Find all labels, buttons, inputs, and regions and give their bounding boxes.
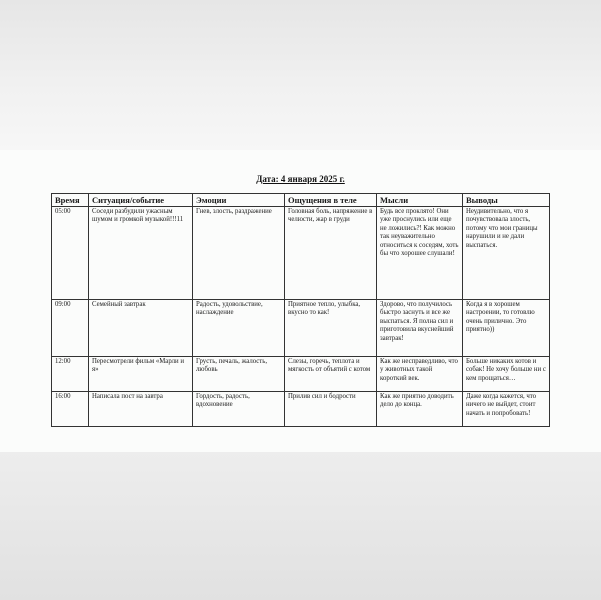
- background-bottom: [0, 452, 601, 600]
- cell-conclusions: Больше никаких котов и собак! Не хочу больше ни с кем прощаться…: [463, 357, 550, 392]
- cell-thoughts: Здорово, что получилось быстро заснуть и все же выспаться. Я полна сил и приготовила вкуснейший завтрак!: [377, 300, 463, 357]
- cell-time: 12:00: [52, 357, 89, 392]
- cell-emotions: Грусть, печаль, жалость, любовь: [193, 357, 285, 392]
- header-conclusions: Выводы: [463, 194, 550, 207]
- cell-situation: Пересмотрели фильм «Марли и я»: [89, 357, 193, 392]
- header-situation: Ситуация/событие: [89, 194, 193, 207]
- table-row: [52, 207, 550, 300]
- cell-time: 09:00: [52, 300, 89, 357]
- cell-body-sensations: Головная боль, напряжение в челюсти, жар в груди: [285, 207, 377, 300]
- table-row: [52, 300, 550, 357]
- cell-conclusions: Неудивительно, что я почувствовала злость, потому что мои границы нарушили и не дали выспаться.: [463, 207, 550, 300]
- cell-thoughts: Как же приятно доводить дело до конца.: [377, 392, 463, 427]
- cell-situation: Семейный завтрак: [89, 300, 193, 357]
- cell-situation: Соседи разбудили ужасным шумом и громкой музыкой!!!11: [89, 207, 193, 300]
- cell-thoughts: Будь все проклято! Они уже проснулись или еще не ложились?! Как можно так неуважительно относиться к соседям, хоть бы что хорошее слушали!: [377, 207, 463, 300]
- cell-body-sensations: Прилив сил и бодрости: [285, 392, 377, 427]
- background-top: [0, 0, 601, 150]
- table-row: [52, 392, 550, 427]
- header-body-sensations: Ощущения в теле: [285, 194, 377, 207]
- cell-body-sensations: Слезы, горечь, теплота и мягкость от объятий с котом: [285, 357, 377, 392]
- table-header-row: [52, 194, 550, 207]
- cell-conclusions: Даже когда кажется, что ничего не выйдет, стоит начать и попробовать!: [463, 392, 550, 427]
- cell-conclusions: Когда я в хорошем настроении, то готовлю очень прилично. Это приятно)): [463, 300, 550, 357]
- cell-emotions: Гордость, радость, вдохновение: [193, 392, 285, 427]
- cell-time: 16:00: [52, 392, 89, 427]
- table-row: [52, 357, 550, 392]
- cell-body-sensations: Приятное тепло, улыбка, вкусно то как!: [285, 300, 377, 357]
- header-thoughts: Мысли: [377, 194, 463, 207]
- document-title: Дата: 4 января 2025 г.: [256, 174, 345, 184]
- emotion-diary-table: [51, 193, 550, 427]
- header-emotions: Эмоции: [193, 194, 285, 207]
- header-time: Время: [52, 194, 89, 207]
- cell-time: 05:00: [52, 207, 89, 300]
- cell-emotions: Радость, удовольствие, наслаждение: [193, 300, 285, 357]
- cell-emotions: Гнев, злость, раздражение: [193, 207, 285, 300]
- cell-thoughts: Как же несправедливо, что у животных такой короткий век.: [377, 357, 463, 392]
- cell-situation: Написала пост на завтра: [89, 392, 193, 427]
